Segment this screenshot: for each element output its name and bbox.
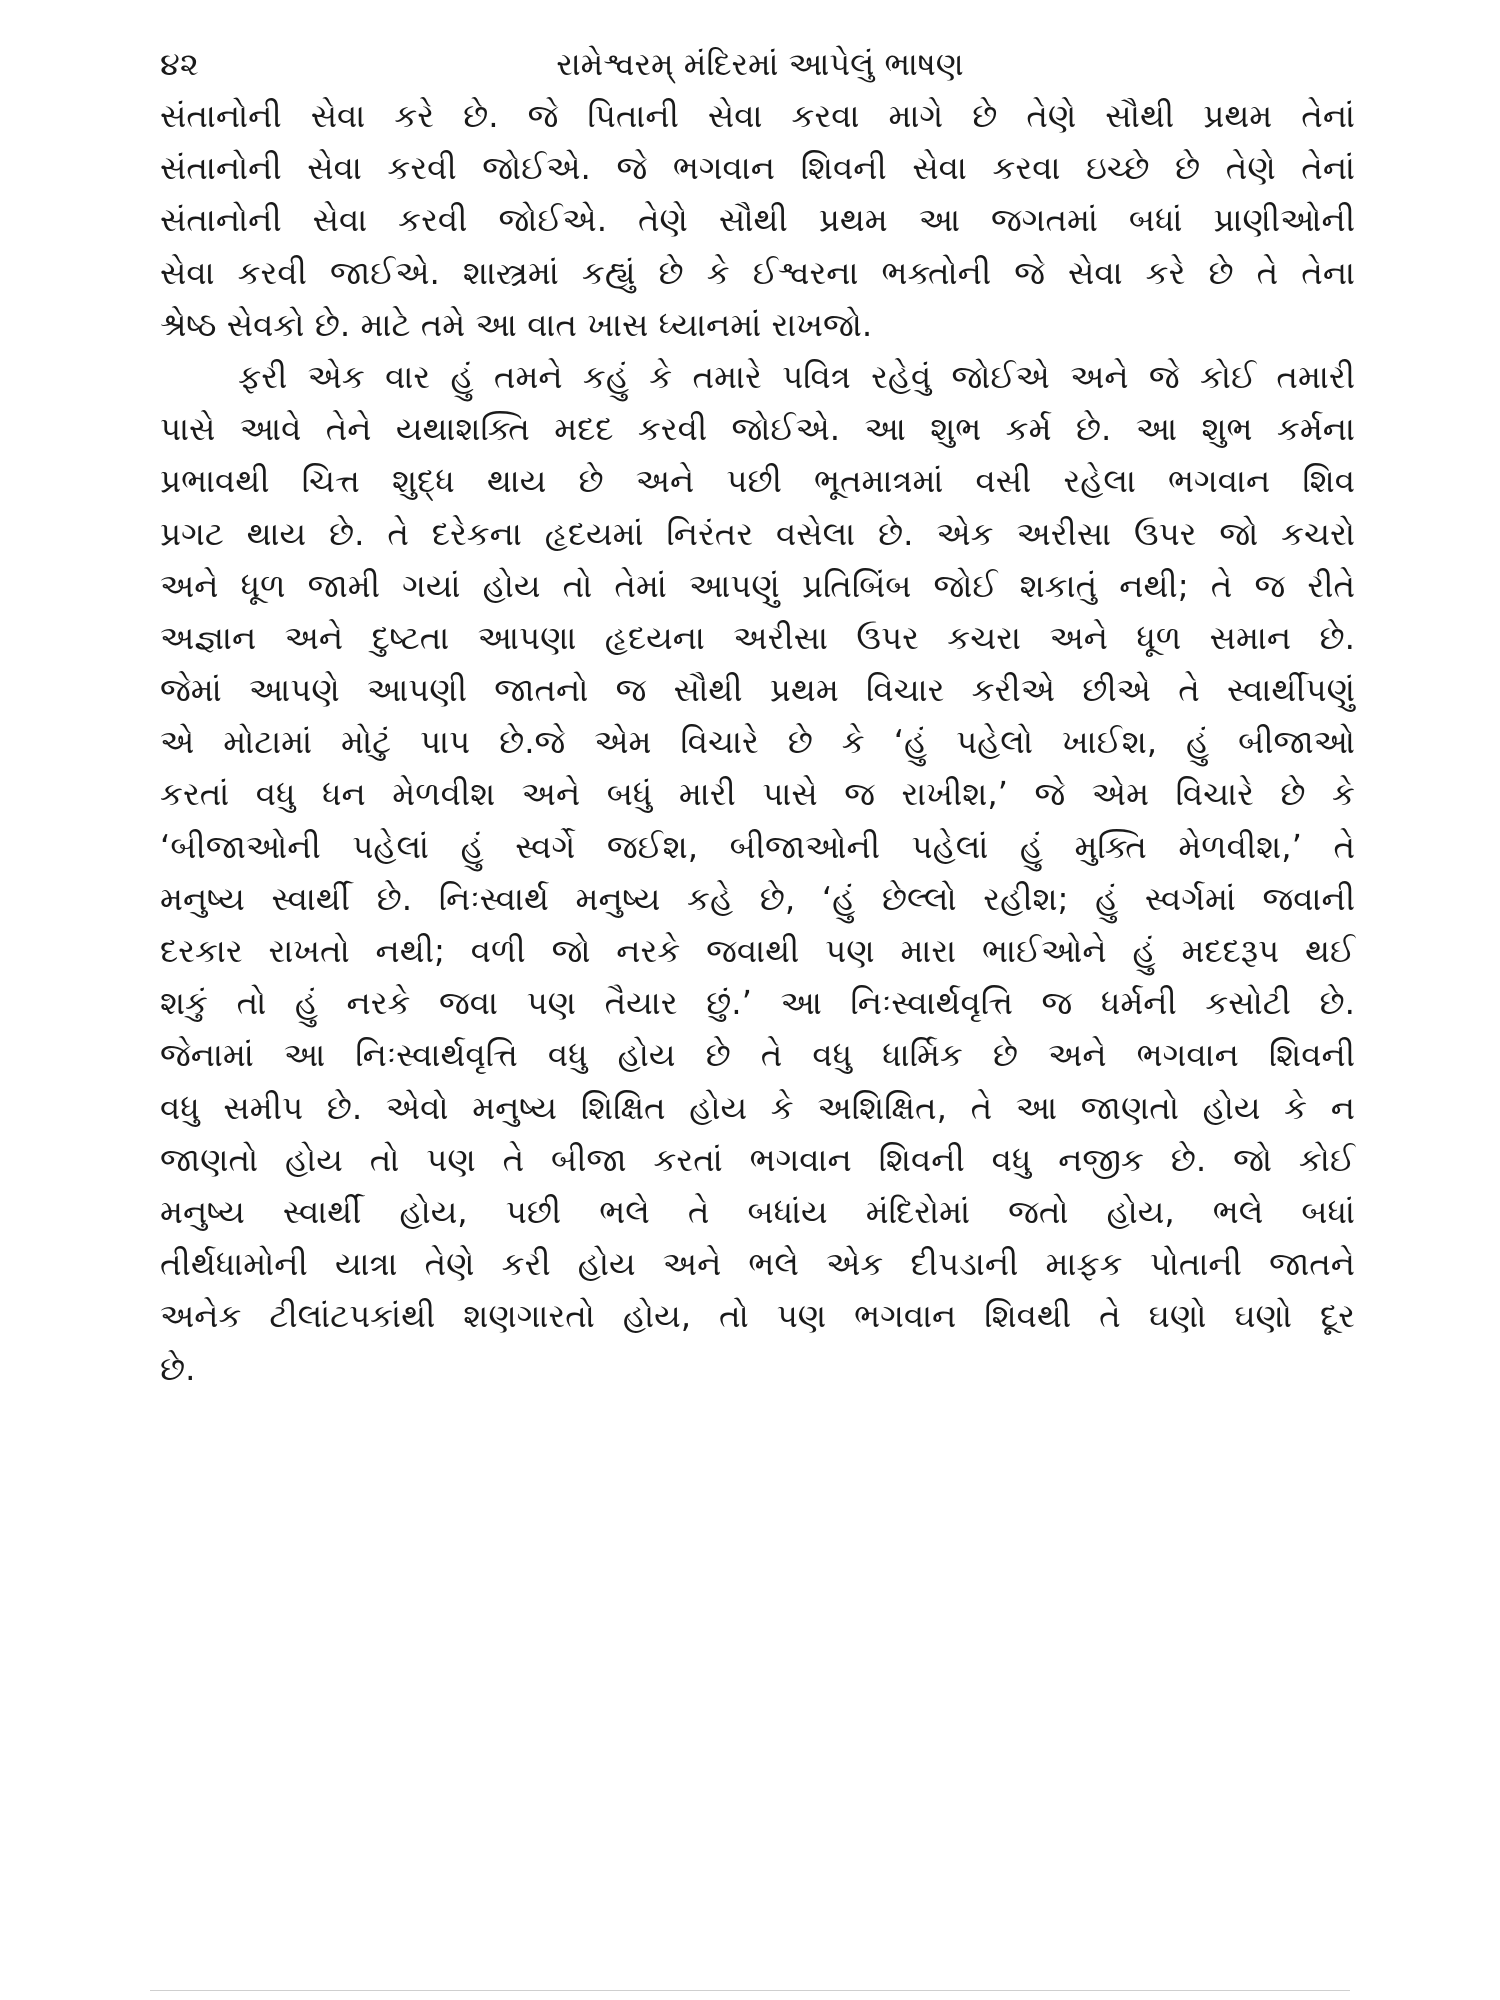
text-line: છે.: [160, 1349, 196, 1388]
text-line: એ મોટામાં મોટું પાપ છે.જે એમ વિચારે છે કે ‘હું પહેલો ખાઈશ, હું બીજાઓ: [160, 723, 1355, 762]
text-line: જેનામાં આ નિઃસ્વાર્થવૃત્તિ વધુ હોય છે તે વધુ ધાર્મિક છે અને ભગવાન શિવની: [160, 1036, 1355, 1075]
text-line: સંતાનોની સેવા કરવી જોઈએ. જે ભગવાન શિવની સેવા કરવા ઇચ્છે છે તેણે તેનાં: [160, 149, 1355, 188]
text-line: જેમાં આપણે આપણી જાતનો જ સૌથી પ્રથમ વિચાર કરીએ છીએ તે સ્વાર્થીપણું: [160, 671, 1355, 710]
text-line: સંતાનોની સેવા કરે છે. જે પિતાની સેવા કરવા માગે છે તેણે સૌથી પ્રથમ તેનાં: [160, 97, 1355, 135]
page-number: ૪૨: [160, 45, 199, 83]
text-line: અને ધૂળ જામી ગયાં હોય તો તેમાં આપણું પ્રતિબિંબ જોઈ શકાતું નથી; તે જ રીતે: [160, 566, 1355, 605]
text-line: પ્રગટ થાય છે. તે દરેકના હૃદયમાં નિરંતર વસેલા છે. એક અરીસા ઉપર જો કચરો: [160, 514, 1355, 553]
text-line: વધુ સમીપ છે. એવો મનુષ્ય શિક્ષિત હોય કે અશિક્ષિત, તે આ જાણતો હોય કે ન: [160, 1088, 1355, 1127]
text-line: સંતાનોની સેવા કરવી જોઈએ. તેણે સૌથી પ્રથમ આ જગતમાં બધાં પ્રાણીઓની: [160, 201, 1355, 240]
text-line: દરકાર રાખતો નથી; વળી જો નરકે જવાથી પણ મારા ભાઈઓને હું મદદરૂપ થઈ: [160, 932, 1355, 970]
text-line: મનુષ્ય સ્વાર્થી છે. નિઃસ્વાર્થ મનુષ્ય કહે છે, ‘હું છેલ્લો રહીશ; હું સ્વર્ગમાં જવાની: [160, 879, 1355, 918]
text-line: શ્રેષ્ઠ સેવકો છે. માટે તમે આ વાત ખાસ ધ્યાનમાં રાખજો.: [160, 305, 873, 344]
text-line: અજ્ઞાન અને દુષ્ટતા આપણા હૃદયના અરીસા ઉપર કચરા અને ધૂળ સમાન છે.: [160, 618, 1355, 657]
text-line: પ્રભાવથી ચિત્ત શુદ્ધ થાય છે અને પછી ભૂતમાત્રમાં વસી રહેલા ભગવાન શિવ: [160, 462, 1355, 501]
body-text: [160, 90, 1355, 1395]
text-line: અનેક ટીલાંટપકાંથી શણગારતો હોય, તો પણ ભગવાન શિવથી તે ઘણો ઘણો દૂર: [160, 1297, 1355, 1336]
text-line: શકું તો હું નરકે જવા પણ તૈયાર છું.’ આ નિઃસ્વાર્થવૃત્તિ જ ધર્મની કસોટી છે.: [160, 984, 1355, 1023]
text-line: સેવા કરવી જાઈએ. શાસ્ત્રમાં કહ્યું છે કે ઈશ્વરના ભક્તોની જે સેવા કરે છે તે તેના: [160, 253, 1355, 292]
running-title: રામેશ્વરમ્ મંદિરમાં આપેલું ભાષણ: [556, 45, 964, 83]
text-line: ફરી એક વાર હું તમને કહું કે તમારે પવિત્ર રહેવું જોઈએ અને જે કોઈ તમારી: [238, 357, 1355, 396]
page-header: [160, 34, 1360, 94]
paragraph-1: [160, 90, 1355, 351]
paragraph-2: [160, 351, 1355, 1395]
text-line: તીર્થધામોની યાત્રા તેણે કરી હોય અને ભલે એક દીપડાની માફક પોતાની જાતને: [160, 1245, 1355, 1284]
text-line: મનુષ્ય સ્વાર્થી હોય, પછી ભલે તે બધાંય મંદિરોમાં જતો હોય, ભલે બધાં: [160, 1192, 1355, 1231]
text-line: કરતાં વધુ ધન મેળવીશ અને બધું મારી પાસે જ રાખીશ,’ જે એમ વિચારે છે કે: [160, 775, 1355, 814]
text-line: પાસે આવે તેને યથાશક્તિ મદદ કરવી જોઈએ. આ શુભ કર્મ છે. આ શુભ કર્મના: [160, 410, 1355, 449]
text-line: ‘બીજાઓની પહેલાં હું સ્વર્ગે જઈશ, બીજાઓની પહેલાં હું મુક્તિ મેળવીશ,’ તે: [160, 827, 1355, 866]
bottom-edge-rule: [150, 1990, 1350, 1991]
text-line: જાણતો હોય તો પણ તે બીજા કરતાં ભગવાન શિવની વધુ નજીક છે. જો કોઈ: [160, 1140, 1355, 1179]
